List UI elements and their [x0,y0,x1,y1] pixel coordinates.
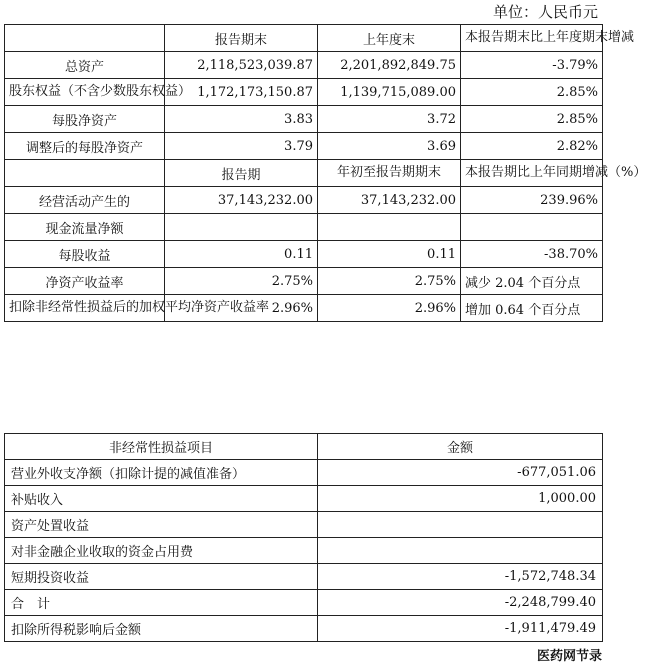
item-amount: -1,911,479.49 [318,616,603,642]
table-row [5,268,603,295]
item-amount: -1,572,748.34 [318,564,603,590]
cell-value: 1,139,715,089.00 [318,79,461,106]
table-row [5,214,603,241]
item-label: 合 计 [5,590,318,616]
row-label: 每股净资产 [5,106,165,133]
header-cell: 本报告期比上年同期增减（%） [461,160,603,187]
cell-value: 增加 0.64 个百分点 [461,295,603,322]
item-label: 短期投资收益 [5,564,318,590]
cell-value: 0.11 [165,241,318,268]
item-amount [318,538,603,564]
table-row [5,79,603,106]
table-row [5,486,603,512]
header-cell: 上年度末 [318,25,461,52]
table-row [5,52,603,79]
header-cell: 非经常性损益项目 [5,434,318,460]
source-note: 医药网节录 [536,649,602,664]
unit-label: 单位：人民币元 [492,3,598,21]
row-label: 现金流量净额 [5,214,165,241]
cell-value: 2.82% [461,133,603,160]
cell-value: 2.75% [318,268,461,295]
item-label: 对非金融企业收取的资金占用费 [5,538,318,564]
cell-value: 2.96% [165,295,318,322]
cell-value: 37,143,232.00 [318,187,461,214]
cell-value: 减少 2.04 个百分点 [461,268,603,295]
table-header-row [5,434,603,460]
item-label: 补贴收入 [5,486,318,512]
header-blank [5,160,165,187]
row-label: 每股收益 [5,241,165,268]
item-label: 资产处置收益 [5,512,318,538]
table-row [5,295,603,322]
table-header-row [5,160,603,187]
table-row [5,590,603,616]
cell-value: 3.72 [318,106,461,133]
item-amount [318,512,603,538]
cell-value: 3.69 [318,133,461,160]
cell-value: 37,143,232.00 [165,187,318,214]
cell-value: -38.70% [461,241,603,268]
item-label: 营业外收支净额（扣除计提的减值准备） [5,460,318,486]
table-header-row [5,25,603,52]
cell-value: -3.79% [461,52,603,79]
header-blank [5,25,165,52]
row-label: 扣除非经常性损益后的加权平均净资产收益率 [5,295,165,322]
table-row [5,241,603,268]
cell-value [318,214,461,241]
table-row [5,460,603,486]
table-row [5,106,603,133]
cell-value [165,214,318,241]
cell-value: 0.11 [318,241,461,268]
item-amount: -677,051.06 [318,460,603,486]
row-label: 股东权益（不含少数股东权益） [5,79,165,106]
item-amount: -2,248,799.40 [318,590,603,616]
table-row [5,133,603,160]
table-row [5,616,603,642]
table-row [5,538,603,564]
cell-value [461,214,603,241]
cell-value: 2.75% [165,268,318,295]
item-label: 扣除所得税影响后金额 [5,616,318,642]
header-cell: 报告期末 [165,25,318,52]
cell-value: 2,118,523,039.87 [165,52,318,79]
cell-value: 3.83 [165,106,318,133]
cell-value: 3.79 [165,133,318,160]
cell-value: 1,172,173,150.87 [165,79,318,106]
table-row [5,564,603,590]
table-row [5,512,603,538]
cell-value: 2,201,892,849.75 [318,52,461,79]
financial-indicators-table [4,24,646,322]
row-label: 经营活动产生的 [5,187,165,214]
header-cell: 本报告期末比上年度期末增减 [461,25,603,52]
row-label: 调整后的每股净资产 [5,133,165,160]
cell-value: 239.96% [461,187,603,214]
cell-value: 2.85% [461,79,603,106]
row-label: 总资产 [5,52,165,79]
non-recurring-items-table [4,433,603,642]
row-label: 净资产收益率 [5,268,165,295]
header-cell: 报告期 [165,160,318,187]
item-amount: 1,000.00 [318,486,603,512]
cell-value: 2.85% [461,106,603,133]
cell-value: 2.96% [318,295,461,322]
header-cell: 金额 [318,434,603,460]
table-row [5,187,603,214]
header-cell: 年初至报告期期末 [318,160,461,187]
